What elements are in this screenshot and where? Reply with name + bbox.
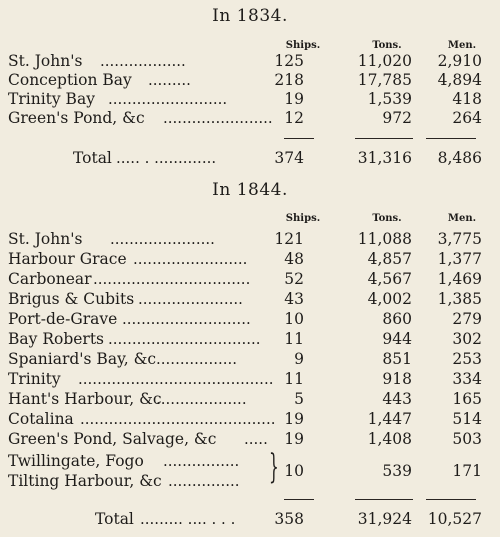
total-label: Total [73,149,112,167]
row-men: 253 [452,350,482,368]
leader-dots: ................................ [108,330,261,348]
total-row [8,510,498,530]
row-place: Spaniard's Bay, &c [8,350,157,368]
row-place: St. John's [8,52,83,70]
leader-dots: ...................... [138,290,243,308]
row-place: Port-de-Grave [8,310,118,328]
row-men: 279 [452,310,482,328]
row-ships: 48 [284,250,304,268]
table-row [8,310,498,330]
total-label: Total [95,510,134,528]
row-ships: 10 [284,310,304,328]
column-header-ships: Ships. [285,213,321,224]
row-men: 302 [452,330,482,348]
row-tons: 4,857 [367,250,412,268]
row-ships: 12 [284,109,304,127]
row-men: 418 [452,90,482,108]
row-place: Bay Roberts [8,330,105,348]
row-ships: 125 [274,52,304,70]
row-men: 1,385 [437,290,482,308]
leader-dots: ........................... [122,310,251,328]
table-row [8,350,498,370]
table-row [8,71,498,91]
row-men: 171 [452,462,482,480]
row-tons: 4,002 [367,290,412,308]
row-place: Trinity [8,370,61,388]
total-men: 10,527 [427,510,482,528]
row-ships: 19 [284,410,304,428]
leader-dots: ...................... [110,230,215,248]
row-ships: 19 [284,430,304,448]
row-ships: 9 [294,350,304,368]
leader-dots: ........................ [133,250,248,268]
leader-dots: ................................. [93,270,251,288]
row-tons: 944 [382,330,412,348]
column-header-ships: Ships. [285,40,321,51]
row-place: Green's Pond, Salvage, &c [8,430,217,448]
table-row [8,290,498,310]
total-tons: 31,316 [357,149,412,167]
row-tons: 443 [382,390,412,408]
year-heading-1844: In 1844. [212,180,288,200]
row-tons: 972 [382,109,412,127]
table-row [8,52,498,72]
row-tons: 851 [382,350,412,368]
table-row [8,270,498,290]
row-ships: 218 [274,71,304,89]
total-row [8,149,498,169]
row-ships: 43 [284,290,304,308]
leader-dots: ................ [163,452,240,470]
leader-dots: ............... [168,472,240,490]
column-header-tons: Tons. [372,40,402,51]
total-rule [355,138,413,139]
row-ships: 11 [284,330,304,348]
row-place: St. John's [8,230,83,248]
row-men: 165 [452,390,482,408]
row-tons: 918 [382,370,412,388]
row-men: 3,775 [437,230,482,248]
leader-dots: ..... . ............. [116,149,217,167]
row-place: Trinity Bay [8,90,95,108]
row-men: 4,894 [437,71,482,89]
leader-dots: ....................... [163,109,273,127]
row-tons: 11,088 [357,230,412,248]
year-heading-1834: In 1834. [212,6,288,26]
row-ships: 10 [284,462,304,480]
leader-dots: ................. [156,350,238,368]
total-rule [426,499,476,500]
leader-dots: ......................................... [80,410,276,428]
row-tons: 4,567 [367,270,412,288]
table-row [8,230,498,250]
row-ships: 11 [284,370,304,388]
column-header-men: Men. [447,40,477,51]
total-rule [355,499,413,500]
row-place: Brigus & Cubits [8,290,135,308]
total-ships: 374 [274,149,304,167]
row-tons: 539 [382,462,412,480]
row-men: 514 [452,410,482,428]
row-ships: 121 [274,230,304,248]
row-men: 2,910 [437,52,482,70]
total-tons: 31,924 [357,510,412,528]
right-brace: } [268,447,279,487]
row-tons: 1,408 [367,430,412,448]
row-place: Green's Pond, &c [8,109,145,127]
table-row [8,330,498,350]
row-place: Cotalina [8,410,74,428]
row-tons: 1,539 [367,90,412,108]
total-rule [426,138,476,139]
bracketed-values [8,462,498,482]
row-men: 1,377 [437,250,482,268]
leader-dots: ..... [244,430,268,448]
column-header-tons: Tons. [372,213,402,224]
row-tons: 17,785 [357,71,412,89]
row-men: 264 [452,109,482,127]
row-ships: 5 [294,390,304,408]
row-men: 1,469 [437,270,482,288]
leader-dots: ................... [156,390,247,408]
table-row [8,410,498,430]
row-men: 334 [452,370,482,388]
row-place: Twillingate, Fogo [8,452,144,470]
row-place: Conception Bay [8,71,132,89]
row-ships: 19 [284,90,304,108]
leader-dots: ......... .... . . . [140,510,236,528]
row-tons: 1,447 [367,410,412,428]
column-header-men: Men. [447,213,477,224]
row-place: Tilting Harbour, &c [8,472,162,490]
row-tons: 11,020 [357,52,412,70]
total-rule [284,138,314,139]
row-men: 503 [452,430,482,448]
table-row [8,90,498,110]
total-men: 8,486 [437,149,482,167]
row-place: Harbour Grace [8,250,127,268]
leader-dots: ......................................... [78,370,274,388]
leader-dots: ......................... [108,90,228,108]
table-row [8,109,498,129]
row-ships: 52 [284,270,304,288]
total-rule [284,499,314,500]
leader-dots: .................. [100,52,186,70]
table-row [8,390,498,410]
row-place: Carbonear [8,270,92,288]
leader-dots: ......... [148,71,191,89]
table-row [8,370,498,390]
row-tons: 860 [382,310,412,328]
total-ships: 358 [274,510,304,528]
table-row [8,430,498,450]
row-place: Hant's Harbour, &c [8,390,162,408]
table-row [8,250,498,270]
